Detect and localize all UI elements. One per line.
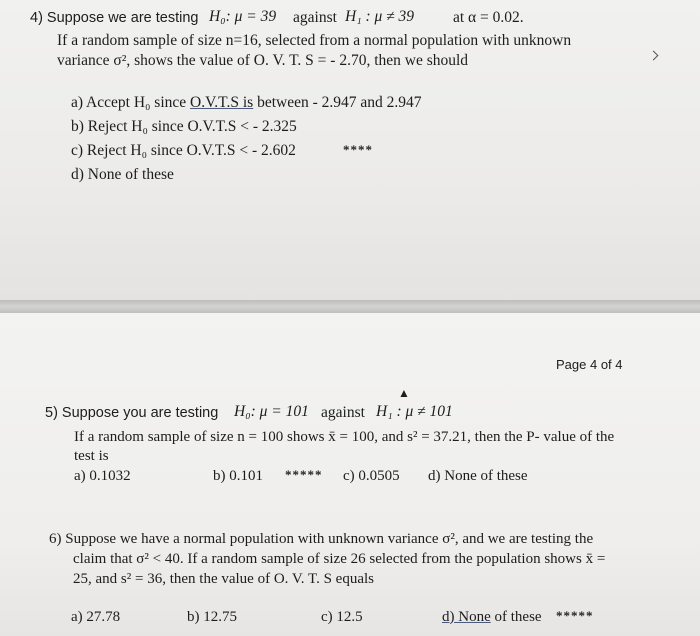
q4-alt-hypothesis: H₁ : μ ≠ 39 xyxy=(345,8,415,25)
q4-option-a xyxy=(71,93,422,113)
q4-option-b-text: b) Reject H₀ since O.V.T.S < - 2.325 xyxy=(71,118,297,135)
q6-line-3: 25, and s² = 36, then the value of O. V. T. S equals xyxy=(73,571,374,587)
q5-against: against xyxy=(321,404,365,421)
q6-line-1: 6) Suppose we have a normal population with unknown variance σ², and we are testing the xyxy=(49,531,594,547)
q4-alpha: at α = 0.02. xyxy=(453,9,524,26)
q4-option-a-pre: a) Accept H₀ since xyxy=(71,94,191,111)
q5-option-a: a) 0.1032 xyxy=(74,468,131,484)
q6-line-2: claim that σ² < 40. If a random sample of size 26 selected from the population shows x̄ = xyxy=(73,551,606,567)
q5-line-3: test is xyxy=(74,448,109,464)
q6-option-d-underlined: d) None xyxy=(442,609,491,625)
q4-against: against xyxy=(293,9,337,26)
q5-option-d: d) None of these xyxy=(428,468,528,484)
q4-line-3: variance σ², shows the value of O. V. T. S = - 2.70, then we should xyxy=(57,52,469,69)
q6-option-c: c) 12.5 xyxy=(321,609,363,625)
q5-line-2: If a random sample of size n = 100 shows x̄ = 100, and s² = 37.21, then the P- value of the xyxy=(74,429,615,445)
q4-line-2: If a random sample of size n=16, selected from a normal population with unknown xyxy=(57,32,572,49)
q5-alt-hypothesis: H₁ : μ ≠ 101 xyxy=(376,403,453,420)
q4-stem: 4) Suppose we are testing xyxy=(30,10,199,26)
q6-option-d xyxy=(442,607,542,627)
q5-stem: 5) Suppose you are testing xyxy=(45,405,219,421)
q5-option-b: b) 0.101 xyxy=(213,468,263,484)
q5-answer-marker: ***** xyxy=(285,467,323,482)
q4-option-b xyxy=(71,117,297,137)
q4-option-c xyxy=(71,141,296,161)
q4-option-a-underlined: O.V.T.S is xyxy=(190,94,254,111)
q4-option-c-text: c) Reject H₀ since O.V.T.S < - 2.602 xyxy=(71,142,296,159)
q4-option-a-post: between - 2.947 and 2.947 xyxy=(253,94,422,111)
cursor-arrow-icon: ▲ xyxy=(398,386,410,400)
page-label: Page 4 of 4 xyxy=(556,357,623,372)
q5-option-c: c) 0.0505 xyxy=(343,468,400,484)
q6-option-a: a) 27.78 xyxy=(71,609,121,625)
q4-answer-marker: **** xyxy=(343,142,373,157)
q5-null-hypothesis: H₀: μ = 101 xyxy=(234,403,309,420)
q4-null-hypothesis: H₀: μ = 39 xyxy=(209,8,277,25)
q6-option-d-rest: of these xyxy=(490,609,542,625)
q4-option-d-text: d) None of these xyxy=(71,166,174,183)
q6-answer-marker: ***** xyxy=(556,608,594,623)
q6-option-b: b) 12.75 xyxy=(187,609,237,625)
q4-option-d xyxy=(71,165,174,185)
page-divider xyxy=(0,300,700,313)
